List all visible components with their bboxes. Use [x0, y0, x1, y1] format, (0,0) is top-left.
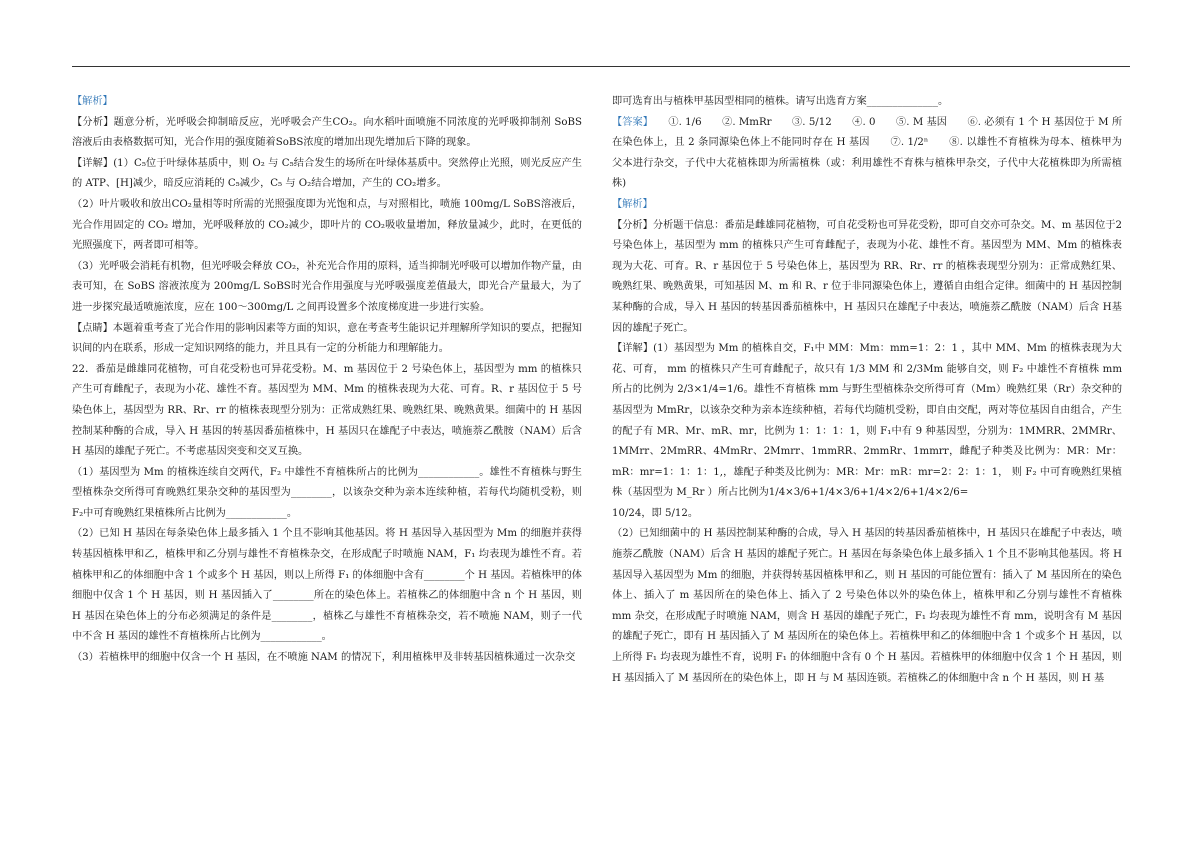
answer-paragraph: 【答案】 ①. 1/6 ②. MmRr ③. 5/12 ④. 0 ⑤. M 基因 ⑥. 必须有 1 个 H 基因位于 M 所在染色体上，且 2 条同源染色体上不能同时存在 H 基因 ⑦. 1/2ⁿ ⑧. 以雄性不育植株为母本、植株甲为父本进行杂交，子代中大花植株即为所需植株（或：利用雄性不育株与植株甲杂交，子代中大花植株即为所需植株) [612, 116, 1123, 190]
question-22: 22．番茄是雌雄同花植物，可自花受粉也可异花受粉。M、m 基因位于 2 号染色体上，基因型为 mm 的植株只产生可育雌配子，表现为小花、雄性不育。基因型为 MM、Mm 的植株表现为大花、可育。R、r 基因位于 5 号染色体上，基因型为 RR、Rr、rr 的植株表现型分别为：正常成熟红果、晚熟红果、晚熟黄果。细菌中的 H 基因控制某种酶的合成，导入 H 基因的转基因番茄植株中，H 基因只在雄配子中表达，喷施萘乙酰胺（NAM）后含H 基因的雄配子死亡。不考虑基因突变和交叉互换。 [72, 363, 582, 458]
detail-paragraph-right-1b: 10/24，即 5/12。 [612, 507, 699, 519]
analysis-paragraph-right: 【分析】分析题干信息：番茄是雌雄同花植物，可自花受粉也可异花受粉，即可自交亦可杂交。M、m 基因位于2 号染色体上，基因型为 mm 的植株只产生可育雌配子，表现为小花、雄性不育。基因型为 MM、Mm 的植株表现为大花、可育。R、r 基因位于 5 号染色体上，基因型为 RR、Rr、rr 的植株表现型分别为：正常成熟红果、晚熟红果、晚熟黄果，可知基因 M、m 和 R、r 位于非同源染色体上，遵循自由组合定律。细菌中的 H 基因控制某种酶的合成，导入 H 基因的转基因番茄植株中，H 基因只在雄配子中表达，喷施萘乙酰胺（NAM）后含 H基因的雄配子死亡。 [612, 219, 1122, 334]
jiexi-heading: 【解析】 [72, 96, 113, 107]
dianjing-paragraph: 【点睛】本题着重考查了光合作用的影响因素等方面的知识，意在考查考生能识记并理解所学知识的要点，把握知识间的内在联系，形成一定知识网络的能力，并且具有一定的分析能力和理解能力。 [72, 322, 582, 355]
detail-paragraph-1: 【详解】(1）C₅位于叶绿体基质中，则 O₂ 与 C₅结合发生的场所在叶绿体基质中。突然停止光照，则光反应产生的 ATP、[H]减少，暗反应消耗的 C₅减少，C₅ 与 O₂结合增加，产生的 CO₂增多。 [72, 157, 582, 190]
detail-paragraph-3: （3）光呼吸会消耗有机物，但光呼吸会释放 CO₂，补充光合作用的原料，适当抑制光呼吸可以增加作物产量，由表可知，在 SoBS 溶液浓度为 200mg/L SoBS时光合作用强度与光呼吸强度差值最大，即光合产量最大，为了进一步探究最适喷施浓度，应在 100～300mg/L 之间再设置多个浓度梯度进一步进行实验。 [72, 260, 582, 313]
question-22-part-3: （3）若植株甲的细胞中仅含一个 H 基因，在不喷施 NAM 的情况下，利用植株甲及非转基因植株通过一次杂交 [72, 652, 576, 664]
question-22-part-1: （1）基因型为 Mm 的植株连续自交两代，F₂ 中雄性不育植株所占的比例为____________。雄性不育植株与野生型植株杂交所得可育晚熟红果杂交种的基因型为________，以该杂交种为亲本连续种植，若每代均随机受粉，则F₂中可育晚熟红果植株所占比例为____________。 [72, 466, 582, 519]
header-rule [72, 66, 1130, 67]
analysis-paragraph: 【分析】题意分析，光呼吸会抑制暗反应，光呼吸会产生CO₂。向水稻叶面喷施不同浓度的光呼吸抑制剂 SoBS 溶液后由表格数据可知，光合作用的强度随着SoBS浓度的增加出现先增加后下降的现象。 [72, 116, 582, 149]
left-column [72, 92, 582, 669]
detail-paragraph-right-1: 【详解】(1）基因型为 Mm 的植株自交，F₁中 MM：Mm：mm=1：2：1 ，其中 MM、Mm 的植株表现为大花、可育， mm 的植株只产生可育雌配子，故只有 1/3 MM 和 2/3Mm 能够自交，则 F₂ 中雄性不育植株 mm 所占的比例为 2/3×1/4=1/6。雄性不育植株 mm 与野生型植株杂交所得可育（Mm）晚熟红果（Rr）杂交种的基因型为 MmRr，以该杂交种为亲本连续种植，若每代均随机受粉，即自由交配，两对等位基因自由组合，产生的配子有 MR、Mr、mR、mr，比例为 1：1：1：1，则 F₁中有 9 种基因型，分别为：1MMRR、2MMRr、1MMrr、2MmRR、4MmRr、2Mmrr、1mmRR、2mmRr、1mmrr，雌配子种类及比例为：MR：Mr：mR：mr=1：1：1：1,，雄配子种类及比例为：MR：Mr：mR：mr=2：2：1：1， 则 F₂ 中可育晚熟红果植株（基因型为 M_Rr ）所占比例为1/4×3/6+1/4×3/6+1/4×2/6+1/4×2/6= [612, 343, 1122, 499]
right-column [612, 92, 1122, 689]
question-22-part-3-continued: 即可选育出与植株甲基因型相同的植株。请写出选育方案______________。 [612, 96, 949, 107]
question-22-part-2: （2）已知 H 基因在每条染色体上最多插入 1 个且不影响其他基因。将 H 基因导入基因型为 Mm 的细胞并获得转基因植株甲和乙，植株甲和乙分别与雄性不育植株杂交，在形成配子时喷施 NAM，F₁ 均表现为雄性不育。若植株甲和乙的体细胞中含 1 个或多个 H 基因，则以上所得 F₁ 的体细胞中含有________个 H 基因。若植株甲的体细胞中仅含 1 个 H 基因，则 H 基因插入了________所在的染色体上。若植株乙的体细胞中含 n 个 H 基因，则 H 基因在染色体上的分布必须满足的条件是________，植株乙与雄性不育植株杂交，若不喷施 NAM，则子一代中不含 H 基因的雄性不育植株所占比例为____________。 [72, 528, 582, 643]
detail-paragraph-right-2: （2）已知细菌中的 H 基因控制某种酶的合成，导入 H 基因的转基因番茄植株中，H 基因只在雄配子中表达，喷施萘乙酰胺（NAM）后含 H 基因的雄配子死亡。H 基因在每条染色体上最多插入 1 个且不影响其他基因。将 H 基因导入基因型为 Mm 的细胞，并获得转基因植株甲和乙，则 H 基因的可能位置有：插入了 M 基因所在的染色体上、插入了 m 基因所在的染色体上、插入了 2 号染色体以外的染色体上，植株甲和乙分别与雄性不育植株 mm 杂交，在形成配子时喷施 NAM，则含 H 基因的雄配子死亡，F₁ 均表现为雄性不育 mm，说明含有 M 基因的雄配子死亡，即有 H 基因插入了 M 基因所在的染色体上。若植株甲和乙的体细胞中含 1 个或多个 H 基因，以上所得 F₁ 均表现为雄性不育，说明 F₁ 的体细胞中含有 0 个 H 基因。若植株甲的体细胞中仅含 1 个 H 基因，则 H 基因插入了 M 基因所在的染色体上，即 H 与 M 基因连锁。若植株乙的体细胞中含 n 个 H 基因，则 H 基 [612, 528, 1122, 684]
jiexi-heading-right: 【解析】 [612, 198, 653, 210]
answer-tag: 【答案】 [612, 116, 648, 128]
detail-paragraph-2: （2）叶片吸收和放出CO₂量相等时所需的光照强度即为光饱和点，与对照相比，喷施 100mg/L SoBS溶液后，光合作用固定的 CO₂ 增加，光呼吸释放的 CO₂减少，即叶片的 CO₂吸收量增加，释放量减少，此时，在更低的光照强度下，两者即可相等。 [72, 198, 582, 252]
